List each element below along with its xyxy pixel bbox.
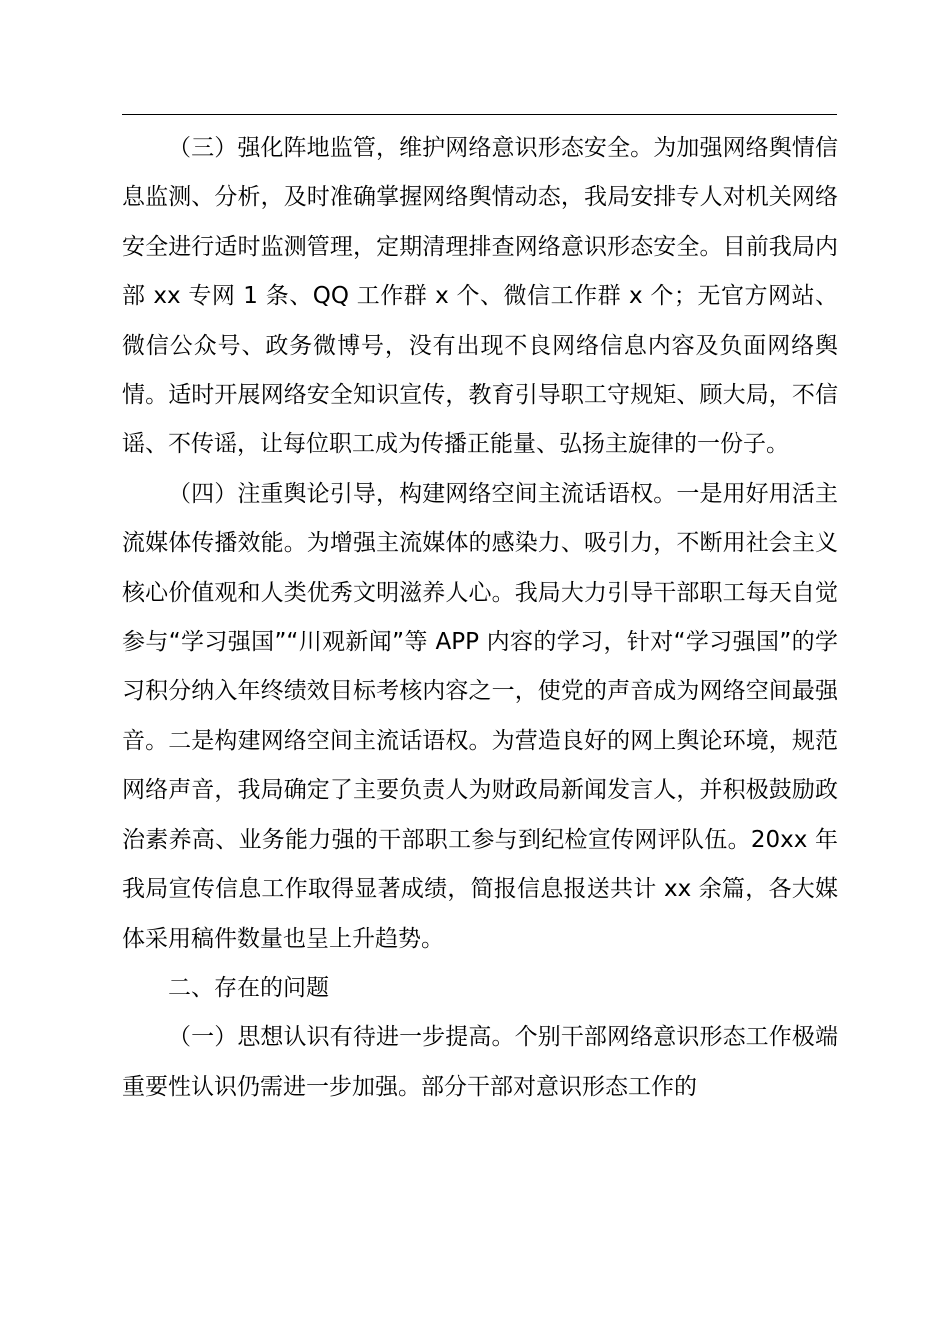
heading-existing-problems: 二、存在的问题	[168, 974, 329, 1001]
paragraph-problem-1: （一）思想认识有待进一步提高。个别干部网络意识形态工作极端重要性认识仍需进一步加强。部分干部对意识形态工作的	[122, 1024, 838, 1100]
document-body	[122, 124, 838, 1112]
paragraph-section-4: （四）注重舆论引导，构建网络空间主流话语权。一是用好用活主流媒体传播效能。为增强主流媒体的感染力、吸引力，不断用社会主义核心价值观和人类优秀文明滋养人心。我局大力引导干部职工每天自觉参与“学习强国”“川观新闻”等 APP 内容的学习，针对“学习强国”的学习积分纳入年终绩效目标考核内容之一，使党的声音成为网络空间最强音。二是构建网络空间主流话语权。为营造良好的网上舆论环境，规范网络声音，我局确定了主要负责人为财政局新闻发言人，并积极鼓励政治素养高、业务能力强的干部职工参与到纪检宣传网评队伍。20xx 年我局宣传信息工作取得显著成绩，简报信息报送共计 xx 余篇，各大媒体采用稿件数量也呈上升趋势。	[122, 480, 838, 952]
paragraph-section-3: （三）强化阵地监管，维护网络意识形态安全。为加强网络舆情信息监测、分析，及时准确掌握网络舆情动态，我局安排专人对机关网络安全进行适时监测管理，定期清理排查网络意识形态安全。目前我局内部 xx 专网 1 条、QQ 工作群 x 个、微信工作群 x 个；无官方网站、微信公众号、政务微博号，没有出现不良网络信息内容及负面网络舆情。适时开展网络安全知识宣传，教育引导职工守规矩、顾大局，不信谣、不传谣，让每位职工成为传播正能量、弘扬主旋律的一份子。	[122, 135, 838, 458]
header-rule	[122, 114, 837, 115]
